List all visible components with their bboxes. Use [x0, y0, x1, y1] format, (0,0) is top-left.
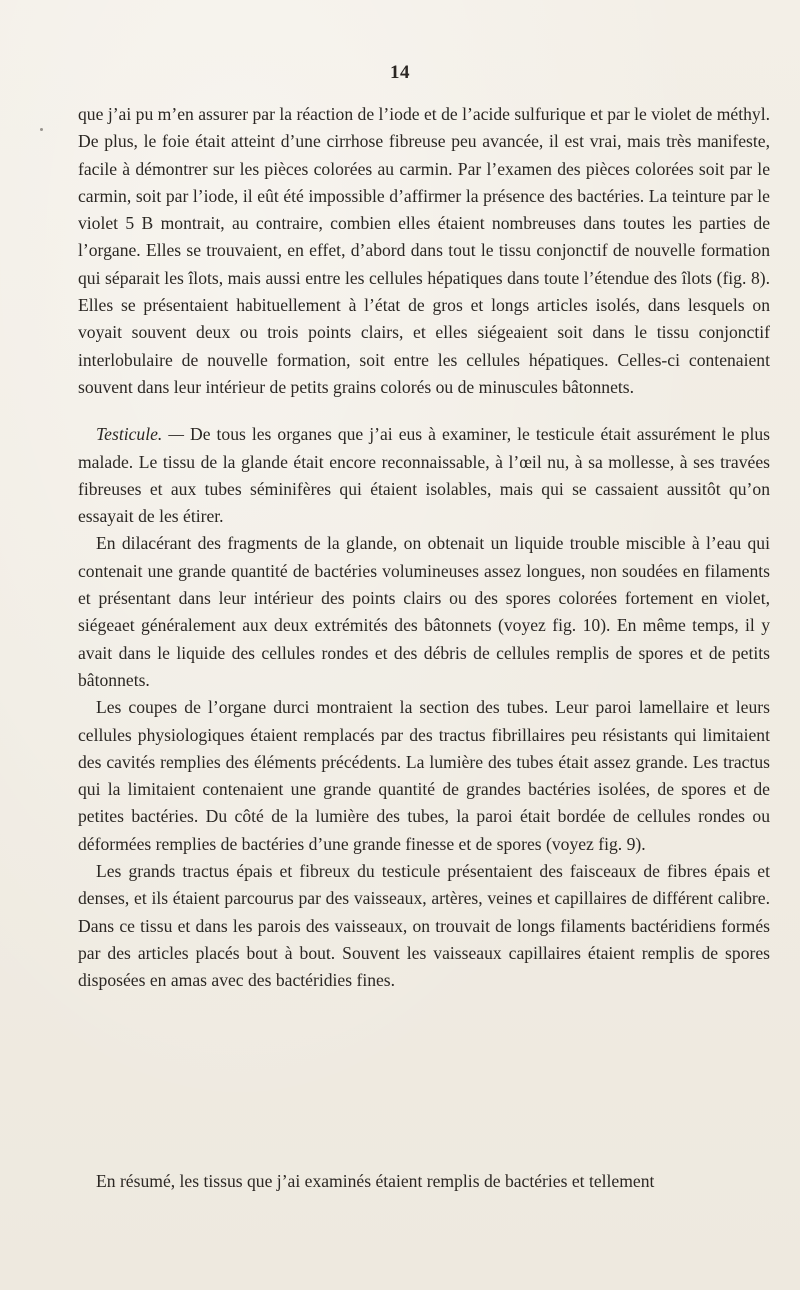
- section-heading: Testicule. —: [96, 424, 184, 445]
- paragraph-resume: En résumé, les tissus que j’ai examinés étaient remplis de bactéries et tellement: [96, 1170, 655, 1191]
- main-text: [78, 101, 770, 995]
- paragraph-testicule-text: De tous les organes que j’ai eus à examiner, le testicule était assurément le plus malade. Le tissu de la glande était encore reconnaissable, à l’œil nu, à sa mollesse, à ses travées fibreuses et aux tubes séminifères qui étaient isolables, mais qui se cassaient aussitôt qu’on essayait de les étirer.: [78, 424, 770, 527]
- paragraph-coupes: Les coupes de l’organe durci montraient la section des tubes. Leur paroi lamellaire et leurs cellules physiologiques étaient remplacés par des tractus fibrillaires peu résistants qui limitaient des cavités remplies des éléments précédents. La lumière des tubes était assez grande. Les tractus qui la limitaient contenaient une grande quantité de grandes bactéries isolées, de spores et de petites bactéries. Du côté de la lumière des tubes, la paroi était bordée de cellules rondes ou déformées remplies de bactéries d’une grande finesse et de spores (voyez fig. 9).: [78, 697, 770, 854]
- page-number: 14: [390, 62, 410, 83]
- paragraph-dilaceration: En dilacérant des fragments de la glande, on obtenait un liquide trouble miscible à l’eau qui contenait une grande quantité de bactéries volumineuses assez longues, non soudées en filaments et présentant dans leur intérieur des points clairs ou des spores colorées fortement en violet, siégeaet généralement aux deux extrémités des bâtonnets (voyez fig. 10). En même temps, il y avait dans le liquide des cellules rondes et des débris de cellules remplis de spores et de petits bâtonnets.: [78, 533, 770, 690]
- paragraph-testicule: [78, 421, 770, 530]
- speck-mark: [40, 128, 43, 131]
- paragraph-tractus: Les grands tractus épais et fibreux du testicule présentaient des faisceaux de fibres épais et denses, et ils étaient parcourus par des vaisseaux, artères, veines et capillaires de différent calibre. Dans ce tissu et dans les parois des vaisseaux, on trouvait de longs filaments bactéridiens formés par des articles placés bout à bout. Souvent les vaisseaux capillaires étaient remplis de spores disposées en amas avec des bactéridies fines.: [78, 861, 770, 991]
- paragraph-continuation: que j’ai pu m’en assurer par la réaction de l’iode et de l’acide sulfurique et par le violet de méthyl. De plus, le foie était atteint d’une cirrhose fibreuse peu avancée, il est vrai, mais très manifeste, facile à démontrer sur les pièces colorées au carmin. Par l’examen des pièces colorées soit par le carmin, soit par l’iode, il eût été impossible d’affirmer la présence des bactéries. La teinture par le violet 5 B montrait, au contraire, combien elles étaient nombreuses dans toutes les parties de l’organe. Elles se trouvaient, en effet, d’abord dans tout le tissu conjonctif de nouvelle formation qui séparait les îlots, mais aussi entre les cellules hépatiques dans toute l’étendue des îlots (fig. 8). Elles se présentaient habituellement à l’état de gros et longs articles isolés, dans lesquels on voyait souvent deux ou trois points clairs, et elles siégeaient soit dans le tissu conjonctif interlobulaire de nouvelle formation, soit entre les cellules hépatiques. Celles-ci contenaient souvent dans leur intérieur de petits grains colorés ou de minuscules bâtonnets.: [78, 104, 770, 397]
